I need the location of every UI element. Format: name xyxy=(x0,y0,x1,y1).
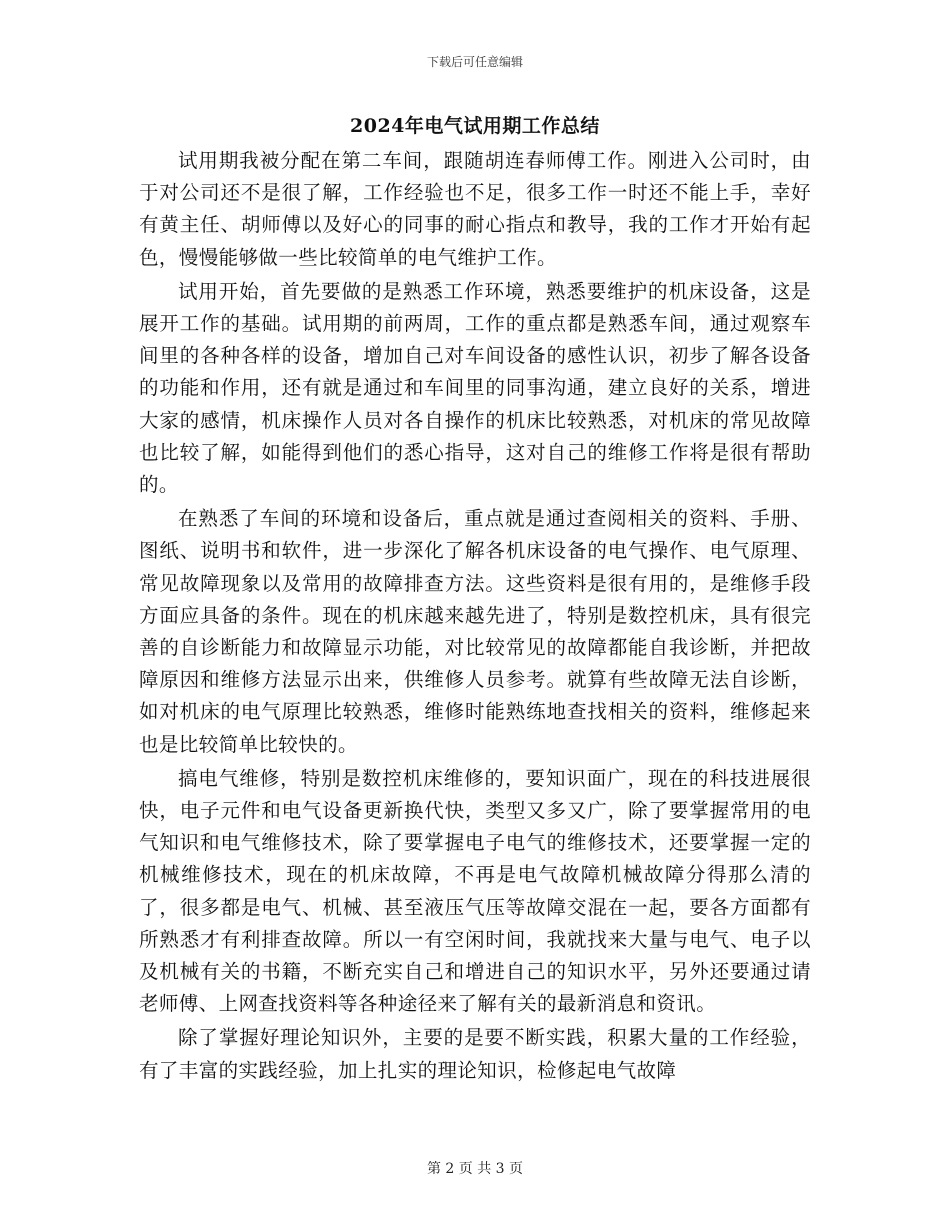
page-header-note: 下载后可任意编辑 xyxy=(426,55,523,69)
document-body xyxy=(139,145,811,1089)
page-number: 第 2 页 共 3 页 xyxy=(426,1161,524,1177)
document-title: 2024年电气试用期工作总结 xyxy=(350,115,600,137)
paragraph-4: 搞电气维修，特别是数控机床维修的，要知识面广，现在的科技进展很快，电子元件和电气设备更新换代快，类型又多又广，除了要掌握常用的电气知识和电气维修技术，除了要掌握电子电气的维修技术，还要掌握一定的机械维修技术，现在的机床故障，不再是电气故障机械故障分得那么清的了，很多都是电气、机械、甚至液压气压等故障交混在一起，要各方面都有所熟悉才有利排查故障。所以一有空闲时间，我就找来大量与电气、电子以及机械有关的书籍，不断充实自己和增进自己的知识水平，另外还要通过请老师傅、上网查找资料等各种途径来了解有关的最新消息和资讯。 xyxy=(139,766,811,1016)
paragraph-3: 在熟悉了车间的环境和设备后，重点就是通过查阅相关的资料、手册、图纸、说明书和软件，进一步深化了解各机床设备的电气操作、电气原理、常见故障现象以及常用的故障排查方法。这些资料是很有用的，是维修手段方面应具备的条件。现在的机床越来越先进了，特别是数控机床，具有很完善的自诊断能力和故障显示功能，对比较常见的故障都能自我诊断，并把故障原因和维修方法显示出来，供维修人员参考。就算有些故障无法自诊断，如对机床的电气原理比较熟悉，维修时能熟练地查找相关的资料，维修起来也是比较简单比较快的。 xyxy=(139,507,811,756)
paragraph-2: 试用开始，首先要做的是熟悉工作环境，熟悉要维护的机床设备，这是展开工作的基础。试用期的前两周，工作的重点都是熟悉车间，通过观察车间里的各种各样的设备，增加自己对车间设备的感性认识，初步了解各设备的功能和作用，还有就是通过和车间里的同事沟通，建立良好的关系，增进大家的感情，机床操作人员对各自操作的机床比较熟悉，对机床的常见故障也比较了解，如能得到他们的悉心指导，这对自己的维修工作将是很有帮助的。 xyxy=(139,279,811,497)
paragraph-5: 除了掌握好理论知识外，主要的是要不断实践，积累大量的工作经验，有了丰富的实践经验，加上扎实的理论知识，检修起电气故障 xyxy=(139,1026,811,1082)
paragraph-1: 试用期我被分配在第二车间，跟随胡连春师傅工作。刚进入公司时，由于对公司还不是很了解，工作经验也不足，很多工作一时还不能上手，幸好有黄主任、胡师傅以及好心的同事的耐心指点和教导，我的工作才开始有起色，慢慢能够做一些比较简单的电气维护工作。 xyxy=(139,149,811,269)
